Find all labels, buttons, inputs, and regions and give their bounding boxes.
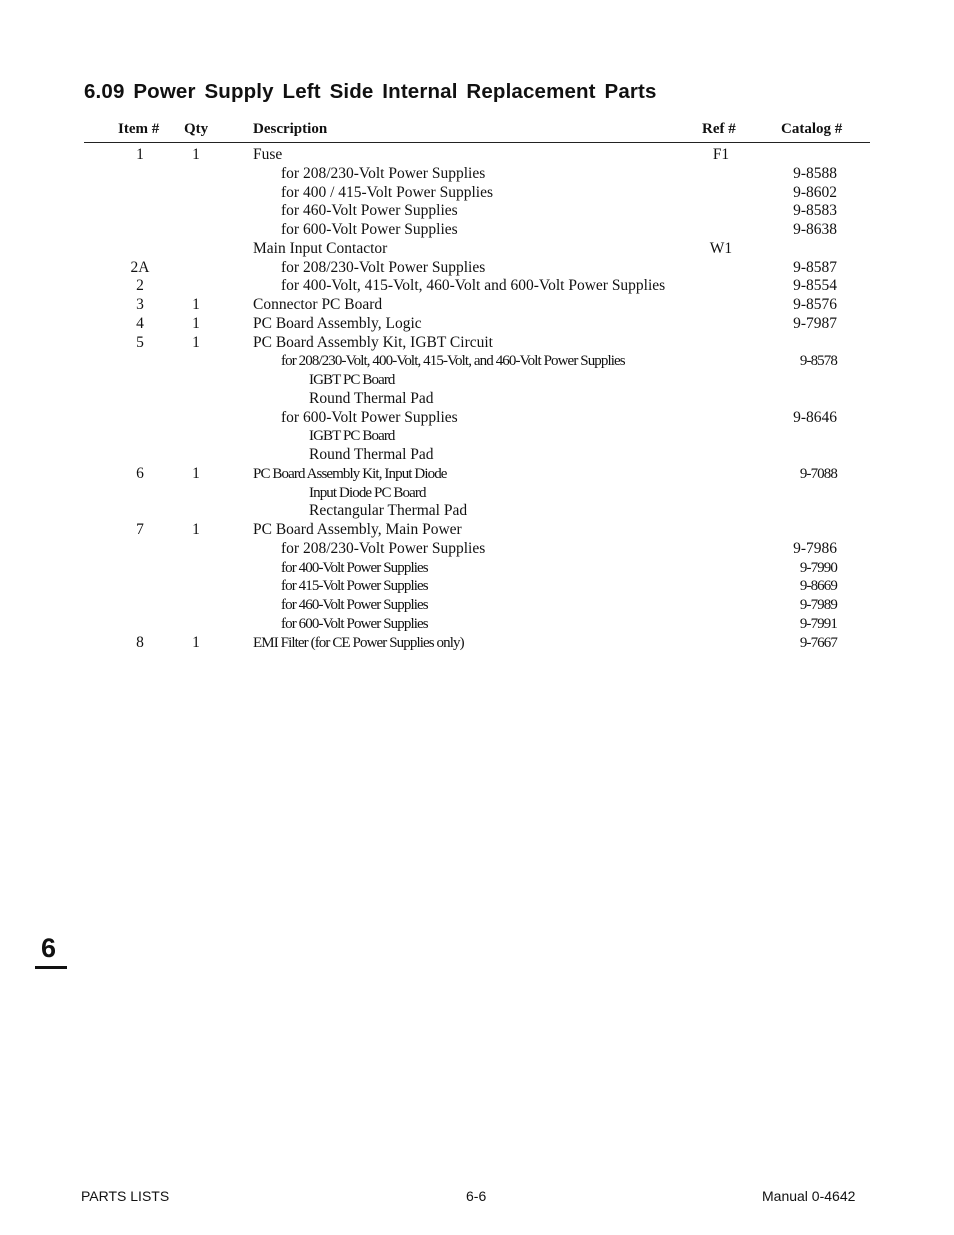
column-header-ref: Ref # — [702, 121, 736, 137]
catalog-number-cell: 9-7989 — [799, 597, 837, 613]
table-row — [0, 390, 954, 409]
description-cell: for 460-Volt Power Supplies — [281, 597, 428, 613]
description-cell: IGBT PC Board — [309, 372, 395, 388]
table-row — [0, 202, 954, 221]
table-row — [0, 446, 954, 465]
quantity-cell: 1 — [192, 633, 200, 651]
table-row — [0, 259, 954, 278]
description-cell: PC Board Assembly, Logic — [253, 314, 422, 332]
catalog-number-cell: 9-8638 — [793, 221, 837, 238]
column-header-item: Item # — [118, 121, 160, 137]
description-cell: EMI Filter (for CE Power Supplies only) — [253, 634, 464, 651]
catalog-number-cell: 9-8587 — [793, 258, 837, 276]
description-cell: for 400 / 415-Volt Power Supplies — [281, 183, 493, 201]
item-number-cell: 7 — [136, 521, 144, 538]
item-number-cell: 8 — [136, 633, 144, 651]
item-number-cell: 6 — [136, 464, 144, 482]
description-cell: Input Diode PC Board — [309, 484, 426, 501]
description-cell: Main Input Contactor — [253, 239, 388, 257]
ref-cell: F1 — [712, 146, 730, 163]
description-cell: IGBT PC Board — [309, 428, 395, 445]
catalog-number-cell: 9-8554 — [793, 277, 837, 295]
parts-table — [0, 146, 954, 652]
description-cell: PC Board Assembly, Main Power — [253, 521, 462, 538]
quantity-cell: 1 — [192, 314, 200, 332]
item-number-cell: 1 — [136, 146, 144, 163]
description-cell: for 400-Volt Power Supplies — [281, 559, 428, 576]
table-row — [0, 502, 954, 521]
table-row — [0, 577, 954, 596]
column-header-description: Description — [253, 121, 328, 137]
table-row — [0, 634, 954, 653]
description-cell: for 460-Volt Power Supplies — [281, 202, 458, 220]
table-row — [0, 521, 954, 540]
description-cell: Round Thermal Pad — [309, 446, 434, 463]
description-cell: PC Board Assembly Kit, Input Diode — [253, 465, 447, 482]
description-cell: Round Thermal Pad — [309, 389, 434, 407]
quantity-cell: 1 — [192, 146, 200, 163]
catalog-number-cell: 9-7088 — [799, 465, 837, 482]
catalog-number-cell: 9-8578 — [799, 353, 837, 370]
column-header-qty: Qty — [184, 121, 209, 137]
table-row — [0, 334, 954, 353]
quantity-cell: 1 — [192, 464, 200, 482]
catalog-number-cell: 9-7990 — [799, 559, 837, 576]
section-title: 6.09 Power Supply Left Side Internal Replacement Parts — [84, 80, 657, 103]
catalog-number-cell: 9-8588 — [793, 164, 837, 182]
column-header-catalog: Catalog # — [781, 121, 843, 137]
item-number-cell: 2 — [136, 277, 144, 295]
table-row — [0, 146, 954, 165]
catalog-number-cell: 9-8669 — [799, 578, 837, 595]
table-row — [0, 465, 954, 484]
table-row — [0, 165, 954, 184]
table-row — [0, 221, 954, 240]
catalog-number-cell: 9-8646 — [793, 408, 837, 426]
table-row — [0, 540, 954, 559]
table-row — [0, 240, 954, 259]
table-row — [0, 409, 954, 428]
catalog-number-cell: 9-8576 — [793, 296, 837, 313]
footer-section-label: PARTS LISTS — [81, 1188, 170, 1204]
quantity-cell: 1 — [192, 333, 200, 351]
table-row — [0, 615, 954, 634]
catalog-number-cell: 9-7987 — [793, 314, 837, 332]
catalog-number-cell: 9-7667 — [799, 634, 837, 651]
description-cell: for 208/230-Volt, 400-Volt, 415-Volt, and 460-Volt Power Supplies — [281, 353, 625, 370]
table-row — [0, 484, 954, 503]
description-cell: for 600-Volt Power Supplies — [281, 221, 458, 238]
item-number-cell: 2A — [130, 258, 150, 276]
description-cell: for 208/230-Volt Power Supplies — [281, 258, 486, 276]
description-cell: Connector PC Board — [253, 296, 383, 313]
item-number-cell: 3 — [136, 296, 144, 313]
item-number-cell: 4 — [136, 314, 144, 332]
description-cell: for 208/230-Volt Power Supplies — [281, 164, 486, 182]
chapter-number: 6 — [41, 933, 57, 963]
ref-cell: W1 — [709, 239, 733, 257]
description-cell: for 600-Volt Power Supplies — [281, 408, 458, 426]
description-cell: Rectangular Thermal Pad — [309, 502, 468, 520]
catalog-number-cell: 9-8583 — [793, 202, 837, 220]
description-cell: for 415-Volt Power Supplies — [281, 578, 428, 595]
description-cell: for 600-Volt Power Supplies — [281, 615, 428, 632]
table-row — [0, 184, 954, 203]
table-row — [0, 277, 954, 296]
catalog-number-cell: 9-7986 — [793, 539, 837, 557]
description-cell: Fuse — [253, 146, 283, 163]
item-number-cell: 5 — [136, 333, 144, 351]
catalog-number-cell: 9-8602 — [793, 183, 837, 201]
catalog-number-cell: 9-7991 — [799, 615, 837, 632]
footer-manual-number: Manual 0-4642 — [762, 1188, 856, 1204]
table-row — [0, 352, 954, 371]
table-row — [0, 371, 954, 390]
quantity-cell: 1 — [192, 521, 200, 538]
description-cell: for 208/230-Volt Power Supplies — [281, 539, 486, 557]
table-row — [0, 559, 954, 578]
table-row — [0, 296, 954, 315]
table-row — [0, 427, 954, 446]
header-rule — [84, 142, 870, 143]
table-row — [0, 596, 954, 615]
footer-page-number: 6-6 — [466, 1188, 487, 1204]
chapter-underline — [35, 966, 67, 969]
description-cell: PC Board Assembly Kit, IGBT Circuit — [253, 333, 493, 351]
quantity-cell: 1 — [192, 296, 200, 313]
table-row — [0, 315, 954, 334]
description-cell: for 400-Volt, 415-Volt, 460-Volt and 600-Volt Power Supplies — [281, 277, 666, 295]
